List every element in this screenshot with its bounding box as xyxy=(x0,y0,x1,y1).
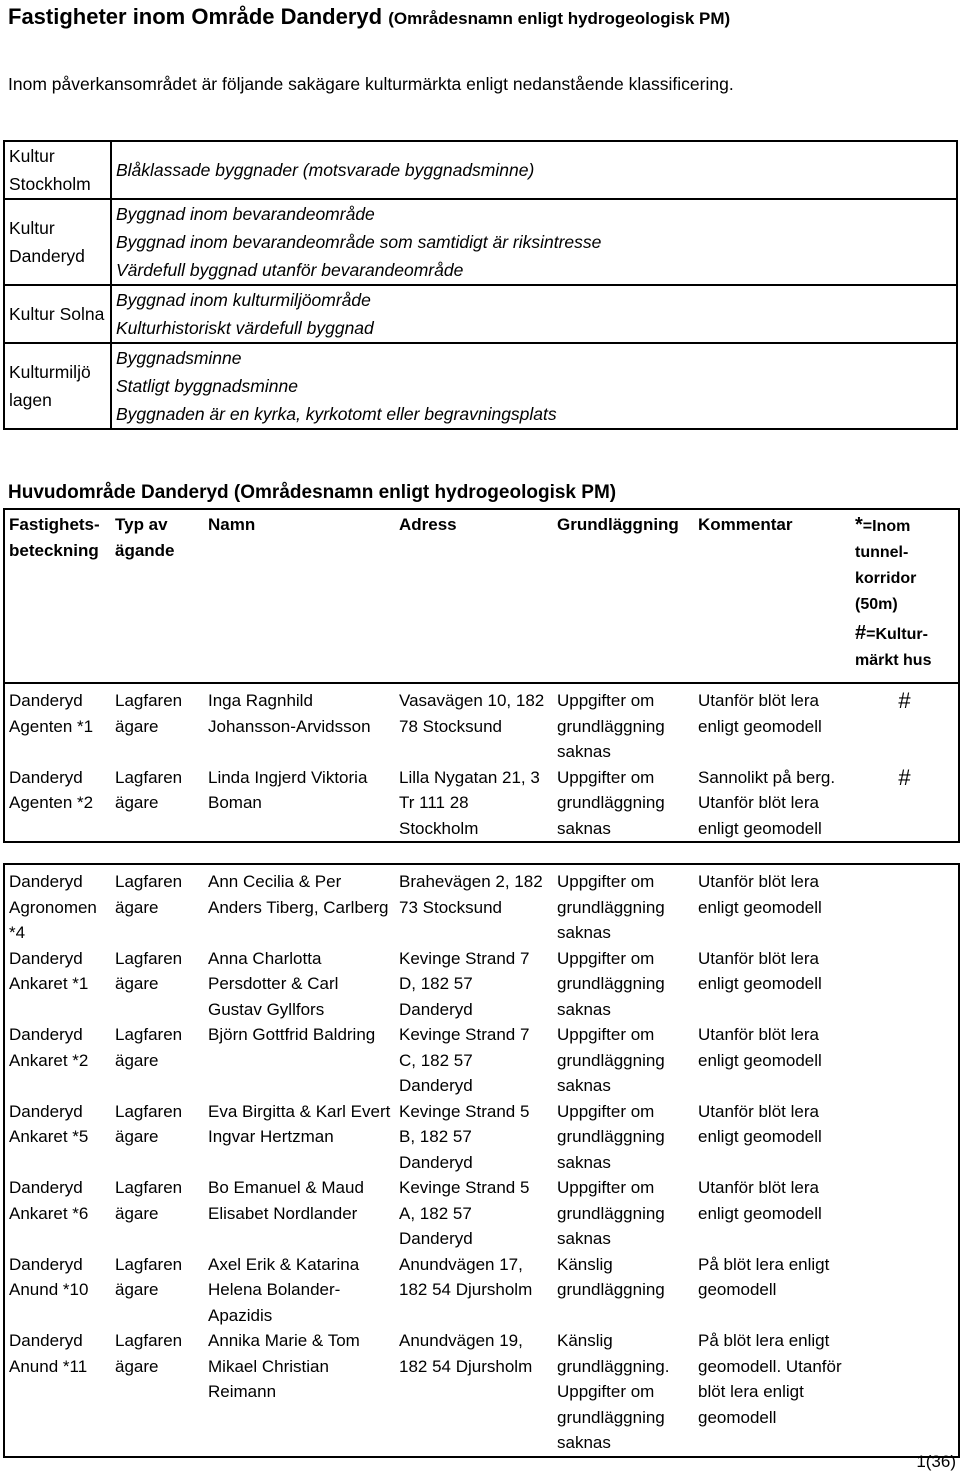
cell-grundlaggning: Känslig grundläggning xyxy=(557,1254,665,1299)
cell-typ: Lagfaren ägare xyxy=(115,872,183,917)
cell-typ: Lagfaren ägare xyxy=(115,767,183,812)
cell-adress: Vasavägen 10, 182 78 Stocksund xyxy=(399,691,545,736)
cell-kommentar: På blöt lera enligt geomodell xyxy=(698,1254,830,1299)
cell-mark xyxy=(851,1328,959,1457)
cell-namn: Axel Erik & Katarina Helena Bolander-Apazidis xyxy=(208,1254,360,1325)
legend-item: Byggnad inom kulturmiljöområde xyxy=(116,290,371,310)
classification-legend xyxy=(3,140,958,430)
cell-fastighet: Danderyd Agenten *1 xyxy=(9,691,94,736)
cell-grundlaggning: Uppgifter om grundläggning saknas xyxy=(557,1025,665,1095)
legend-row-stockholm xyxy=(4,141,957,199)
intro-text: Inom påverkansområdet är följande sakägare kulturmärkta enligt nedanstående klassificering. xyxy=(8,74,734,94)
cell-kommentar: Utanför blöt lera enligt geomodell xyxy=(698,691,822,736)
property-table xyxy=(3,508,960,1458)
table-row xyxy=(4,1022,959,1099)
cell-grundlaggning: Uppgifter om grundläggning saknas xyxy=(557,691,665,761)
legend-row-kulturmiljolagen xyxy=(4,343,957,429)
cell-grundlaggning: Uppgifter om grundläggning saknas xyxy=(557,1101,665,1172)
cell-fastighet: Danderyd Ankaret *5 xyxy=(9,1101,89,1146)
cell-kommentar: Utanför blöt lera enligt geomodell xyxy=(698,1178,822,1223)
legend-item: Blåklassade byggnader (motsvarade byggnadsminne) xyxy=(116,160,535,180)
cell-mark xyxy=(851,864,959,946)
cell-typ: Lagfaren ägare xyxy=(115,1178,183,1223)
cell-adress: Kevinge Strand 7 C, 182 57 Danderyd xyxy=(399,1025,530,1095)
legend-label: Kulturmiljö lagen xyxy=(4,343,111,429)
cell-kommentar: Utanför blöt lera enligt geomodell xyxy=(698,948,822,993)
cell-namn: Inga Ragnhild Johansson-Arvidsson xyxy=(208,691,371,736)
legend-label: Kultur Solna xyxy=(4,285,111,343)
page-title-sub: (Områdesnamn enligt hydrogeologisk PM) xyxy=(388,9,731,28)
cell-grundlaggning: Uppgifter om grundläggning saknas xyxy=(557,767,665,838)
legend-item: Byggnaden är en kyrka, kyrkotomt eller begravningsplats xyxy=(116,404,557,424)
cell-typ: Lagfaren ägare xyxy=(115,1254,183,1299)
table-body-group-2 xyxy=(4,864,959,1457)
legend-desc xyxy=(111,343,957,429)
cell-adress: Anundvägen 19, 182 54 Djursholm xyxy=(399,1331,533,1376)
col-header-grundlaggning: Grundläggning xyxy=(557,515,679,534)
legend-label: Kultur Danderyd xyxy=(4,199,111,285)
cell-namn: Björn Gottfrid Baldring xyxy=(208,1025,376,1044)
legend-item: Statligt byggnadsminne xyxy=(116,376,298,396)
table-body-group-1 xyxy=(4,683,959,842)
note-star: *=Inom tunnel-korridor (50m) xyxy=(855,514,917,613)
cell-namn: Ann Cecilia & Per Anders Tiberg, Carlberg xyxy=(208,872,389,917)
legend-desc xyxy=(111,141,957,199)
cell-mark xyxy=(851,946,959,1023)
table-row xyxy=(4,864,959,946)
cell-adress: Anundvägen 17, 182 54 Djursholm xyxy=(399,1254,533,1299)
table-header-row xyxy=(4,509,959,683)
table-row xyxy=(4,765,959,843)
cell-typ: Lagfaren ägare xyxy=(115,691,183,736)
legend-desc xyxy=(111,199,957,285)
legend-row-solna xyxy=(4,285,957,343)
cell-adress: Brahevägen 2, 182 73 Stocksund xyxy=(399,872,543,917)
cell-grundlaggning: Uppgifter om grundläggning saknas xyxy=(557,872,665,942)
cell-fastighet: Danderyd Anund *10 xyxy=(9,1254,89,1299)
page-title-main: Fastigheter inom Område Danderyd xyxy=(8,4,383,29)
section-title: Huvudområde Danderyd (Områdesnamn enligt hydrogeologisk PM) xyxy=(8,482,617,503)
cell-adress: Kevinge Strand 5 A, 182 57 Danderyd xyxy=(399,1178,530,1248)
cell-mark xyxy=(851,1252,959,1329)
cell-kommentar: Utanför blöt lera enligt geomodell xyxy=(698,1101,822,1146)
legend-item: Byggnad inom bevarandeområde som samtidigt är riksintresse xyxy=(116,232,602,252)
legend-item: Byggnadsminne xyxy=(116,348,242,368)
table-row xyxy=(4,1099,959,1176)
cell-grundlaggning: Uppgifter om grundläggning saknas xyxy=(557,948,665,1019)
cell-adress: Kevinge Strand 7 D, 182 57 Danderyd xyxy=(399,948,530,1019)
page-number: 1(36) xyxy=(916,1452,956,1471)
cell-fastighet: Danderyd Anund *11 xyxy=(9,1331,88,1376)
legend-row-danderyd xyxy=(4,199,957,285)
legend-label: Kultur Stockholm xyxy=(4,141,111,199)
cell-namn: Anna Charlotta Persdotter & Carl Gustav Gyllfors xyxy=(208,948,339,1019)
cell-mark xyxy=(851,1099,959,1176)
table-spacer xyxy=(4,842,959,864)
cell-namn: Annika Marie & Tom Mikael Christian Reimann xyxy=(208,1331,360,1401)
cell-mark xyxy=(851,1022,959,1099)
cell-kommentar: Utanför blöt lera enligt geomodell xyxy=(698,1025,822,1070)
col-header-kommentar: Kommentar xyxy=(698,515,793,534)
legend-item: Kulturhistoriskt värdefull byggnad xyxy=(116,318,374,338)
col-header-namn: Namn xyxy=(208,515,256,534)
table-row xyxy=(4,1175,959,1252)
cell-namn: Bo Emanuel & Maud Elisabet Nordlander xyxy=(208,1178,364,1223)
cell-grundlaggning: Känslig grundläggning. Uppgifter om grundläggning saknas xyxy=(557,1331,670,1452)
cell-fastighet: Danderyd Ankaret *1 xyxy=(9,948,89,993)
col-header-symbol-note xyxy=(851,509,959,683)
table-row xyxy=(4,683,959,765)
cell-fastighet: Danderyd Ankaret *6 xyxy=(9,1178,89,1223)
table-row xyxy=(4,1328,959,1457)
cell-typ: Lagfaren ägare xyxy=(115,1025,183,1070)
legend-item: Värdefull byggnad utanför bevarandeområde xyxy=(116,260,464,280)
cell-fastighet: Danderyd Agronomen *4 xyxy=(9,872,97,942)
cell-typ: Lagfaren ägare xyxy=(115,948,183,993)
table-row xyxy=(4,946,959,1023)
col-header-typ: Typ av ägande xyxy=(115,515,175,560)
col-header-fastighet: Fastighets-beteckning xyxy=(9,515,100,560)
cell-mark xyxy=(851,1175,959,1252)
page-title xyxy=(8,4,730,30)
cell-typ: Lagfaren ägare xyxy=(115,1331,183,1376)
cell-fastighet: Danderyd Agenten *2 xyxy=(9,767,94,812)
cell-adress: Kevinge Strand 5 B, 182 57 Danderyd xyxy=(399,1101,530,1172)
col-header-adress: Adress xyxy=(399,515,457,534)
cell-mark: # xyxy=(898,764,911,790)
cell-kommentar: Utanför blöt lera enligt geomodell xyxy=(698,872,822,917)
cell-typ: Lagfaren ägare xyxy=(115,1101,183,1146)
cell-mark: # xyxy=(898,688,911,713)
cell-namn: Eva Birgitta & Karl Evert Ingvar Hertzman xyxy=(208,1101,391,1146)
cell-namn: Linda Ingjerd Viktoria Boman xyxy=(208,767,368,812)
legend-item: Byggnad inom bevarandeområde xyxy=(116,204,375,224)
table-row xyxy=(4,1252,959,1329)
cell-grundlaggning: Uppgifter om grundläggning saknas xyxy=(557,1178,665,1248)
cell-kommentar: På blöt lera enligt geomodell. Utanför blöt lera enligt geomodell xyxy=(698,1331,842,1427)
cell-fastighet: Danderyd Ankaret *2 xyxy=(9,1025,89,1070)
legend-desc xyxy=(111,285,957,343)
note-hash: #=Kultur-märkt hus xyxy=(855,622,932,669)
cell-kommentar: Sannolikt på berg. Utanför blöt lera enligt geomodell xyxy=(698,767,836,838)
cell-adress: Lilla Nygatan 21, 3 Tr 111 28 Stockholm xyxy=(399,767,540,838)
